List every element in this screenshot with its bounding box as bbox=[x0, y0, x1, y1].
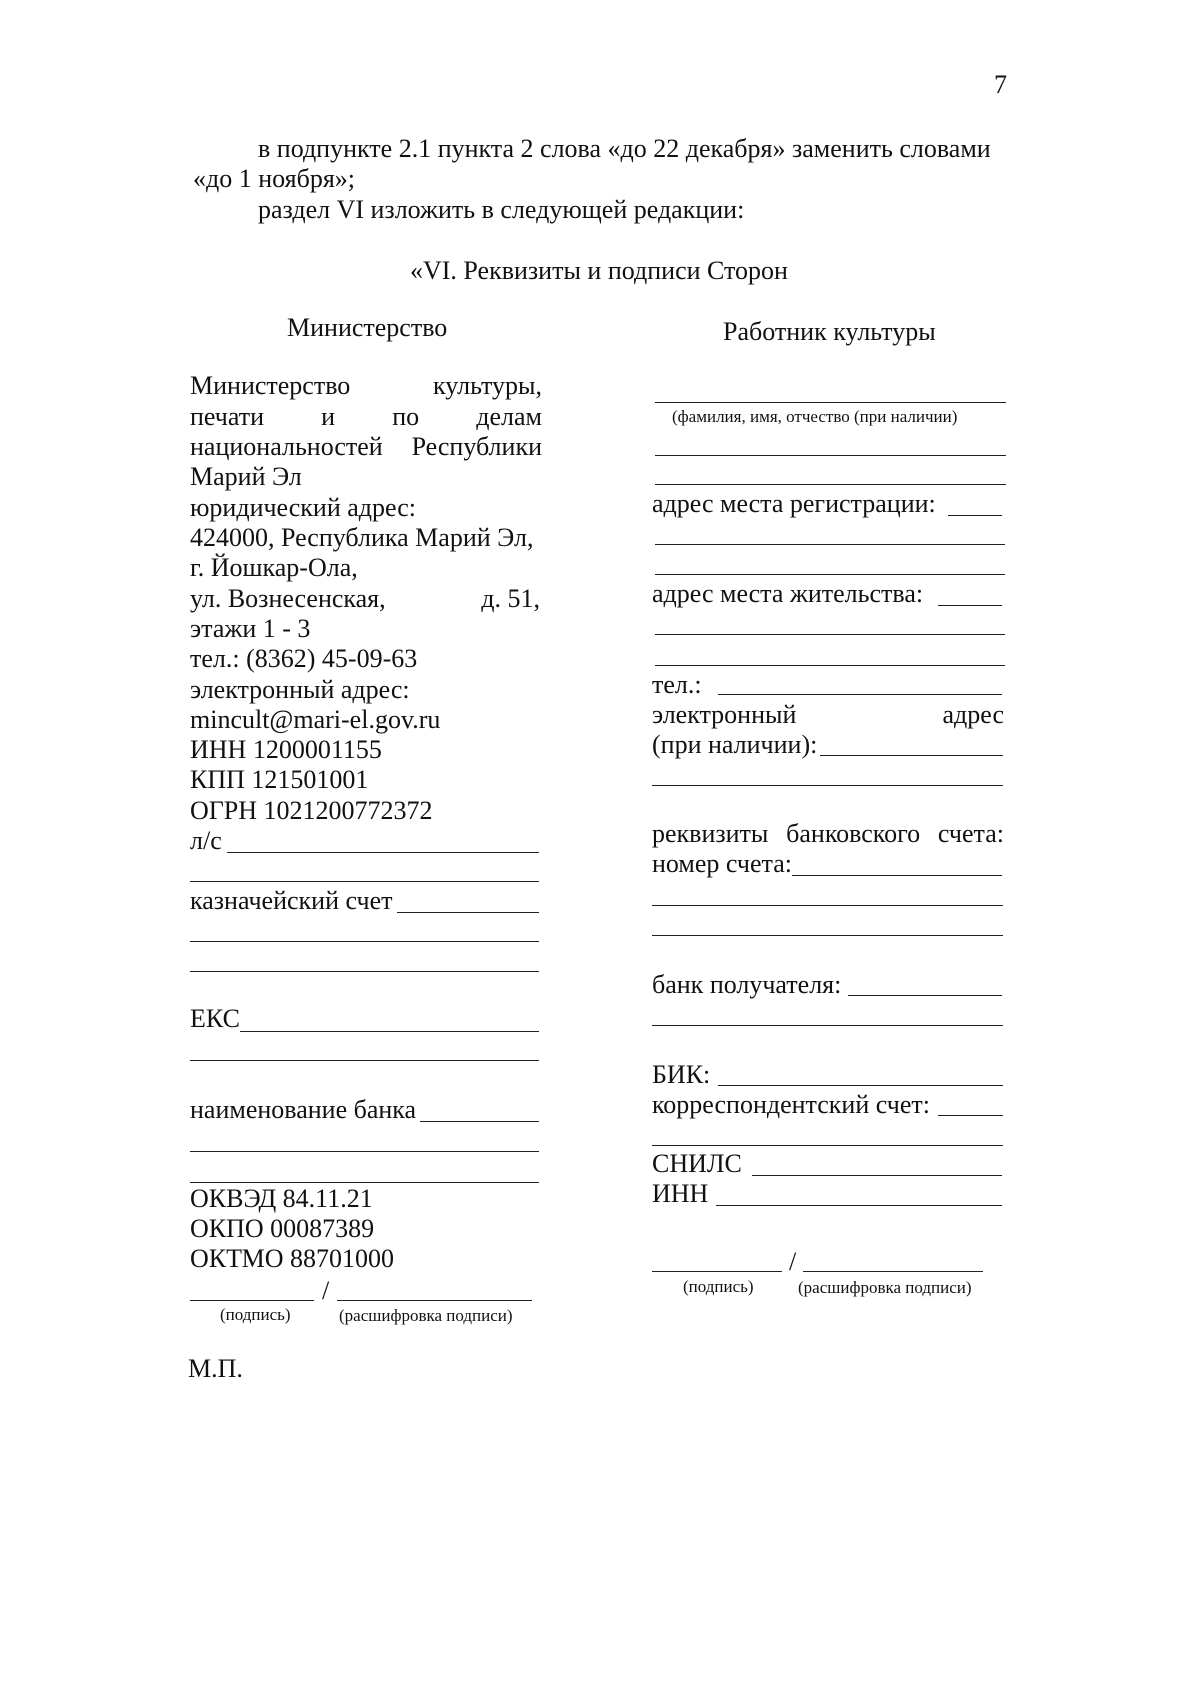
recipient-bank-blank-line-2 bbox=[652, 1025, 1003, 1026]
bank-details-word: банковского bbox=[786, 819, 921, 848]
page-number: 7 bbox=[994, 70, 1007, 99]
stamp-mark: М.П. bbox=[188, 1354, 243, 1383]
recipient-bank-label: банк получателя: bbox=[652, 970, 842, 999]
corr-account-blank-line-2 bbox=[652, 1145, 1003, 1146]
right-heading: Работник культуры bbox=[723, 317, 936, 346]
left-heading: Министерство bbox=[287, 313, 448, 342]
bank-name-blank-line-3 bbox=[190, 1182, 539, 1183]
address-line-1: 424000, Республика Марий Эл, bbox=[190, 523, 534, 552]
address-line-3 bbox=[190, 584, 540, 614]
eks-label: ЕКС bbox=[190, 1004, 240, 1033]
ls-label: л/с bbox=[190, 826, 222, 855]
phone-blank-line bbox=[718, 694, 1002, 695]
ministry-name-word: и bbox=[321, 402, 336, 431]
bank-name-label: наименование банка bbox=[190, 1095, 417, 1124]
intro-line-1: в подпункте 2.1 пункта 2 слова «до 22 декабря» заменить словами bbox=[258, 134, 991, 163]
treasury-account-label: казначейский счет bbox=[190, 886, 393, 915]
worker-inn-blank-line bbox=[716, 1205, 1002, 1206]
okved: ОКВЭД 84.11.21 bbox=[190, 1184, 373, 1213]
email-optional-label: (при наличии): bbox=[652, 730, 818, 759]
account-number-label: номер счета: bbox=[652, 849, 792, 878]
reg-address-label: адрес места регистрации: bbox=[652, 489, 936, 518]
legal-address-label: юридический адрес: bbox=[190, 493, 416, 522]
left-signature-decode-caption: (расшифровка подписи) bbox=[339, 1306, 513, 1325]
corr-account-label: корреспондентский счет: bbox=[652, 1090, 930, 1119]
ministry-name-word: Министерство bbox=[190, 371, 351, 400]
fio-caption: (фамилия, имя, отчество (при наличии) bbox=[672, 407, 958, 426]
ministry-name-row-2 bbox=[190, 402, 542, 432]
ministry-inn: ИНН 1200001155 bbox=[190, 735, 382, 764]
recipient-bank-blank-line bbox=[848, 995, 1002, 996]
bank-details-word: реквизиты bbox=[652, 819, 769, 848]
ministry-phone: тел.: (8362) 45-09-63 bbox=[190, 644, 418, 673]
email-label-row bbox=[652, 700, 1004, 730]
account-blank-line-2 bbox=[652, 905, 1003, 906]
eks-blank-line-2 bbox=[190, 1060, 539, 1061]
ministry-ogrn: ОГРН 1021200772372 bbox=[190, 796, 433, 825]
okpo: ОКПО 00087389 bbox=[190, 1214, 375, 1243]
phone-label: тел.: bbox=[652, 670, 702, 699]
fio-blank-line-2 bbox=[655, 455, 1006, 456]
section-title: «VI. Реквизиты и подписи Сторон bbox=[410, 256, 788, 285]
street: ул. Вознесенская, bbox=[190, 584, 386, 613]
house-number: д. 51, bbox=[481, 584, 540, 613]
oktmo: ОКТМО 88701000 bbox=[190, 1244, 395, 1273]
ministry-name-row-3 bbox=[190, 432, 542, 462]
treasury-blank-line bbox=[397, 912, 539, 913]
intro-line-2: «до 1 ноября»; bbox=[193, 164, 356, 193]
bik-blank-line bbox=[718, 1085, 1003, 1086]
ministry-name-word: по bbox=[392, 402, 420, 431]
treasury-blank-line-3 bbox=[190, 971, 539, 972]
email-blank-line bbox=[820, 755, 1003, 756]
bik-label: БИК: bbox=[652, 1060, 711, 1089]
reg-address-blank-line bbox=[948, 515, 1002, 516]
right-signature-caption: (подпись) bbox=[683, 1277, 754, 1296]
ministry-name-word: культуры, bbox=[433, 371, 542, 400]
fio-blank-line-3 bbox=[655, 484, 1006, 485]
eks-blank-line bbox=[240, 1031, 539, 1032]
res-address-label: адрес места жительства: bbox=[652, 579, 924, 608]
ministry-name-word: печати bbox=[190, 402, 265, 431]
ministry-name-word: Республики bbox=[411, 432, 542, 461]
right-signature-decode-line bbox=[803, 1271, 983, 1272]
bank-details-word: счета: bbox=[937, 819, 1004, 848]
account-blank-line-3 bbox=[652, 935, 1003, 936]
address-line-4: этажи 1 - 3 bbox=[190, 614, 311, 643]
email-label-word: адрес bbox=[942, 700, 1004, 729]
address-line-2: г. Йошкар-Ола, bbox=[190, 553, 358, 582]
ls-blank-line bbox=[227, 852, 539, 853]
snils-blank-line bbox=[752, 1175, 1002, 1176]
res-address-blank-line bbox=[938, 605, 1002, 606]
ministry-kpp: КПП 121501001 bbox=[190, 765, 369, 794]
signature-slash: / bbox=[322, 1276, 330, 1305]
account-blank-line bbox=[792, 875, 1002, 876]
ministry-name-word: национальностей bbox=[190, 432, 383, 461]
reg-address-blank-line-2 bbox=[655, 544, 1005, 545]
email-label: электронный адрес: bbox=[190, 675, 410, 704]
left-signature-decode-line bbox=[337, 1300, 532, 1301]
bank-name-blank-line bbox=[420, 1121, 539, 1122]
right-signature-decode-caption: (расшифровка подписи) bbox=[798, 1278, 972, 1297]
worker-inn-label: ИНН bbox=[652, 1179, 709, 1208]
bank-name-blank-line-2 bbox=[190, 1151, 539, 1152]
ministry-name-row-4: Марий Эл bbox=[190, 462, 302, 491]
treasury-blank-line-2 bbox=[190, 941, 539, 942]
email-blank-line-2 bbox=[652, 785, 1003, 786]
res-address-blank-line-3 bbox=[655, 665, 1005, 666]
ministry-name-row-1 bbox=[190, 371, 542, 401]
res-address-blank-line-2 bbox=[655, 634, 1005, 635]
ministry-name-word: делам bbox=[476, 402, 542, 431]
email-label-word: электронный bbox=[652, 700, 797, 729]
right-signature-line bbox=[652, 1271, 782, 1272]
corr-account-blank-line bbox=[938, 1115, 1003, 1116]
left-signature-caption: (подпись) bbox=[220, 1305, 291, 1324]
signature-slash: / bbox=[789, 1247, 797, 1276]
intro-line-3: раздел VI изложить в следующей редакции: bbox=[258, 195, 745, 224]
snils-label: СНИЛС bbox=[652, 1149, 742, 1178]
bank-details-label-row bbox=[652, 819, 1004, 849]
fio-blank-line bbox=[655, 402, 1006, 403]
left-signature-line bbox=[190, 1300, 314, 1301]
reg-address-blank-line-3 bbox=[655, 574, 1005, 575]
ls-blank-line-2 bbox=[190, 881, 539, 882]
ministry-email: mincult@mari-el.gov.ru bbox=[190, 705, 441, 734]
